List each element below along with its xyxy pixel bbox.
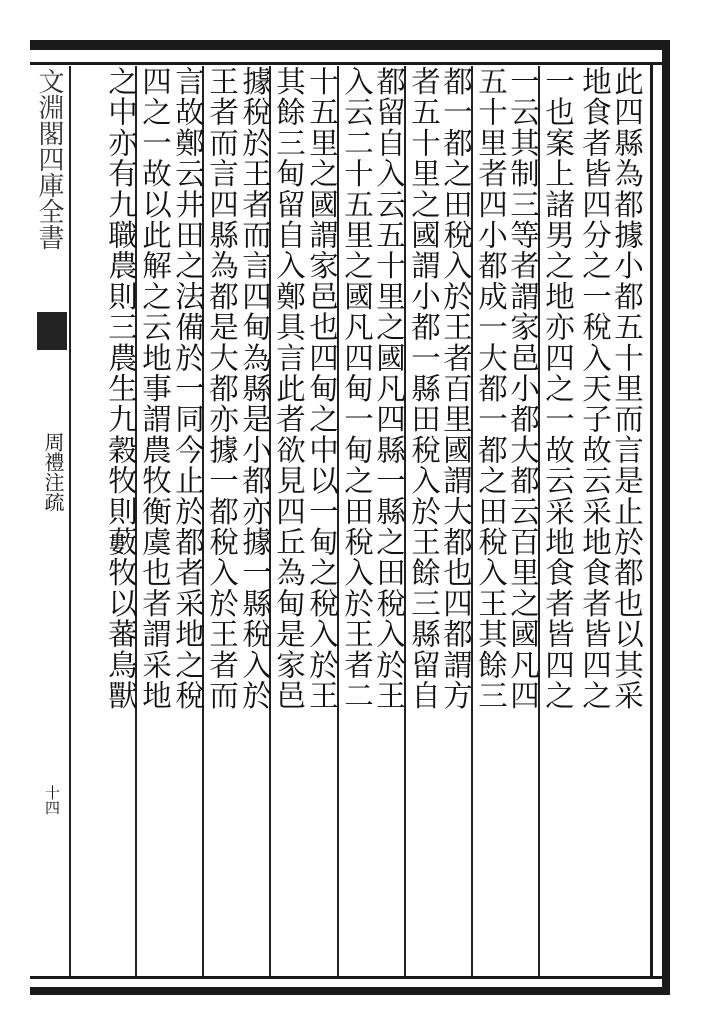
text-column-3: 一也案上諸男之地亦四之一故云采地食者皆四之 (541, 66, 575, 711)
margin-fish-tail-mark (37, 312, 67, 350)
margin-collection-title: 文淵閣四庫全書 (34, 68, 64, 250)
text-column-12: 據稅於王者而言四甸為縣是小都亦據一縣稅入於 (238, 66, 272, 711)
text-column-6: 都一都之田稅入於王者百里國謂大都也四都謂方 (439, 66, 473, 711)
text-column-2: 地食者皆四分之一稅入天子故云采地食者皆四之 (578, 66, 612, 711)
text-column-1: 此四縣為都據小都五十里而言是止於都也以其采 (610, 66, 644, 711)
text-column-4: 一云其制三等者謂家邑小都大都云百里之國凡四 (506, 66, 540, 711)
text-column-10: 十五里之國謂家邑也四甸之中以一甸之稅入於王 (305, 66, 339, 711)
frame-inner-bottom (30, 976, 662, 979)
text-column-14: 言故鄭云井田之法備於一同今止於都者采地之稅 (171, 66, 205, 711)
margin-page-number: 十四 (43, 785, 61, 815)
text-column-16: 之中亦有九職農則三農生九穀牧則藪牧以蕃鳥獸 (104, 66, 138, 711)
text-column-15: 四之一故以此解之云地事謂農牧衡虞也者謂采地 (138, 66, 172, 711)
text-column-5: 五十里者四小都成一大都一都之田稅入王其餘三 (474, 66, 508, 711)
text-column-8: 都留自入云五十里之國凡四縣一縣之田稅入於王 (372, 66, 406, 711)
text-column-7: 者五十里之國謂小都一縣田稅入於王餘三縣留自 (407, 66, 441, 711)
frame-inner-right (650, 62, 653, 979)
margin-book-title: 周禮注疏 (41, 432, 65, 512)
text-column-13: 王者而言四縣為都是大都亦據一都稅入於王者而 (205, 66, 239, 711)
column-rule (69, 66, 71, 976)
text-column-11: 其餘三甸留自入鄭具言此者欲見四丘為甸是家邑 (272, 66, 306, 711)
frame-inner-top (30, 62, 662, 65)
text-column-9: 入云二十五里之國凡四甸一甸之田稅入於王者二 (340, 66, 374, 711)
